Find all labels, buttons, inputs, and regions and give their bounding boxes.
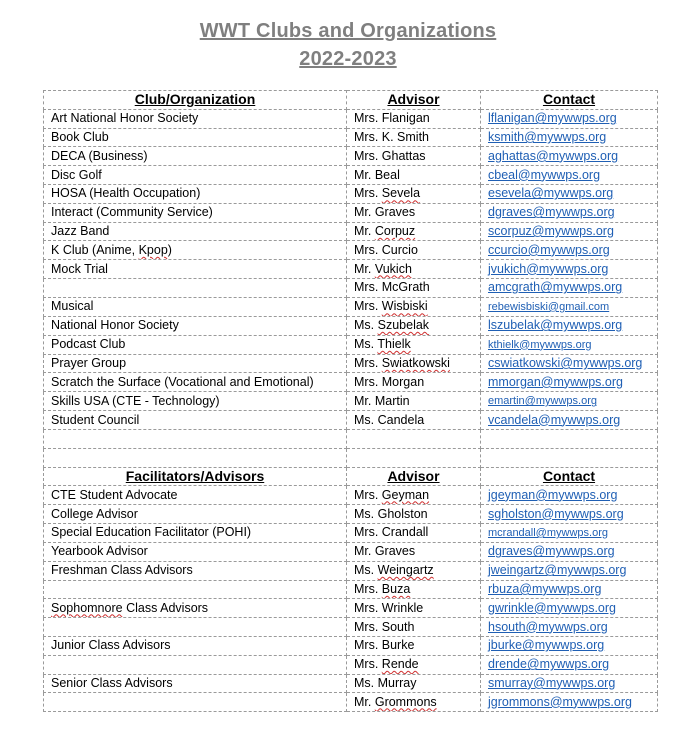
table-row: [44, 260, 658, 279]
contact-email-link: [481, 392, 658, 411]
advisor-cell-text: Mrs. Flanigan: [354, 111, 430, 126]
blank-cell: [347, 448, 481, 467]
contact-email-link: [481, 222, 658, 241]
spellcheck-word: Thielk: [377, 337, 411, 352]
header-organization-text: Facilitators/Advisors: [125, 467, 265, 484]
table-row: [44, 580, 658, 599]
spellcheck-word: Geyman: [381, 487, 430, 502]
contact-email-link: [481, 636, 658, 655]
table-row: [44, 241, 658, 260]
table-row: [44, 222, 658, 241]
contact-email-link: [481, 523, 658, 542]
advisor-cell-text: Mrs. Geyman: [354, 487, 430, 502]
contact-email-link: [481, 674, 658, 693]
table-row: [44, 674, 658, 693]
contact-email-link-text[interactable]: amcgrath@mywwps.org: [488, 280, 623, 295]
advisor-cell-text: Ms. Weingartz: [354, 563, 434, 578]
organization-cell: [44, 184, 347, 203]
spellcheck-word: Corpuz: [374, 223, 416, 238]
contact-email-link: [481, 618, 658, 637]
spellcheck-word: Sevela: [381, 186, 421, 201]
advisor-cell: [347, 523, 481, 542]
contact-email-link-text[interactable]: vcandela@mywwps.org: [488, 412, 621, 427]
advisor-cell: [347, 222, 481, 241]
contact-email-link-text[interactable]: scorpuz@mywwps.org: [488, 223, 614, 238]
organization-cell: [44, 316, 347, 335]
advisor-cell-text: Mrs. Ghattas: [354, 148, 426, 163]
advisor-cell-text: Ms. Szubelak: [354, 318, 430, 333]
blank-cell: [481, 429, 658, 448]
contact-email-link: [481, 335, 658, 354]
organization-cell: [44, 561, 347, 580]
organization-cell-text: Student Council: [51, 412, 140, 427]
table-row: [44, 354, 658, 373]
advisor-cell: [347, 542, 481, 561]
blank-cell: [44, 448, 347, 467]
advisor-cell: [347, 618, 481, 637]
organization-cell: [44, 241, 347, 260]
organization-cell-text: Musical: [51, 299, 94, 314]
organization-cell: [44, 109, 347, 128]
spellcheck-word: Swiatkowski: [381, 355, 450, 370]
advisor-cell-text: Mrs. Buza: [354, 581, 411, 596]
table-row: [44, 693, 658, 712]
organization-cell: [44, 599, 347, 618]
organization-cell-text: Mock Trial: [51, 261, 108, 276]
contact-email-link: [481, 542, 658, 561]
advisor-cell-text: Mrs. Burke: [354, 638, 415, 653]
header-contact: [481, 91, 658, 110]
header-contact-text: Contact: [542, 91, 596, 108]
organization-cell-text: Skills USA (CTE - Technology): [51, 393, 220, 408]
advisor-cell: [347, 580, 481, 599]
contact-email-link: [481, 599, 658, 618]
contact-email-link-text[interactable]: hsouth@mywwps.org: [488, 619, 608, 634]
contact-email-link: [481, 166, 658, 185]
contact-email-link-text[interactable]: rbuza@mywwps.org: [488, 581, 602, 596]
table-row: [44, 316, 658, 335]
advisor-cell-text: Mrs. Crandall: [354, 525, 429, 540]
table-row: [44, 373, 658, 392]
organization-cell: [44, 693, 347, 712]
organization-cell-text: Book Club: [51, 129, 109, 144]
contact-email-link: [481, 655, 658, 674]
clubs-table: [43, 90, 658, 712]
contact-email-link-text[interactable]: jvukich@mywwps.org: [488, 261, 609, 276]
contact-email-link: [481, 109, 658, 128]
organization-cell: [44, 128, 347, 147]
header-organization-text: Club/Organization: [134, 91, 256, 108]
advisor-cell: [347, 354, 481, 373]
advisor-cell-text: Mr. Graves: [354, 205, 416, 220]
contact-email-link-text[interactable]: lszubelak@mywwps.org: [488, 318, 623, 333]
contact-email-link-text[interactable]: emartin@mywwps.org: [488, 395, 597, 408]
advisor-cell-text: Mr. Beal: [354, 167, 400, 182]
advisor-cell: [347, 693, 481, 712]
header-organization: [44, 91, 347, 110]
advisor-cell: [347, 184, 481, 203]
advisor-cell: [347, 166, 481, 185]
contact-email-link: [481, 297, 658, 316]
organization-cell-text: College Advisor: [51, 506, 138, 521]
contact-email-link-text[interactable]: dgraves@mywwps.org: [488, 544, 615, 559]
contact-email-link-text[interactable]: dgraves@mywwps.org: [488, 205, 615, 220]
organization-cell: [44, 674, 347, 693]
advisor-cell-text: Mrs. Wisbiski: [354, 299, 428, 314]
header-advisor-text: Advisor: [387, 467, 440, 484]
advisor-cell: [347, 335, 481, 354]
organization-cell-text: HOSA (Health Occupation): [51, 186, 201, 201]
contact-email-link: [481, 486, 658, 505]
table-row: [44, 542, 658, 561]
contact-email-link: [481, 241, 658, 260]
table-header-row: [44, 91, 658, 110]
contact-email-link-text[interactable]: drende@mywwps.org: [488, 657, 610, 672]
organization-cell: [44, 580, 347, 599]
organization-cell-text: Sophomnore Class Advisors: [51, 600, 209, 615]
organization-cell: [44, 166, 347, 185]
contact-email-link-text[interactable]: kthielk@mywwps.org: [488, 338, 592, 351]
contact-email-link-text[interactable]: rebewisbiski@gmail.com: [488, 300, 610, 313]
table-row: [44, 505, 658, 524]
advisor-cell: [347, 260, 481, 279]
table-row: [44, 128, 658, 147]
organization-cell: [44, 411, 347, 430]
header-advisor: [347, 91, 481, 110]
organization-cell: [44, 335, 347, 354]
organization-cell: [44, 260, 347, 279]
organization-cell: [44, 354, 347, 373]
spellcheck-word: Buza: [381, 581, 411, 596]
advisor-cell-text: Ms. Thielk: [354, 337, 411, 352]
organization-cell: [44, 392, 347, 411]
table-row: [44, 655, 658, 674]
table-row: [44, 297, 658, 316]
advisor-cell-text: Mr. Corpuz: [354, 223, 416, 238]
organization-cell: [44, 373, 347, 392]
organization-cell-text: Disc Golf: [51, 167, 102, 182]
advisor-cell: [347, 147, 481, 166]
spellcheck-word: Sophomnore: [51, 600, 123, 615]
organization-cell-text: Special Education Facilitator (POHI): [51, 525, 252, 540]
header-contact-text: Contact: [542, 467, 596, 484]
page-title: WWT Clubs and Organizations: [199, 20, 497, 42]
contact-email-link: [481, 203, 658, 222]
advisor-cell-text: Ms. Gholston: [354, 506, 428, 521]
table-row: [44, 486, 658, 505]
spellcheck-word: Vukich: [374, 261, 412, 276]
advisor-cell: [347, 109, 481, 128]
header-advisor-text: Advisor: [387, 91, 440, 108]
advisor-cell: [347, 636, 481, 655]
contact-email-link: [481, 354, 658, 373]
contact-email-link: [481, 693, 658, 712]
table-row: [44, 166, 658, 185]
header-organization: [44, 467, 347, 486]
advisor-cell-text: Mrs. K. Smith: [354, 129, 430, 144]
contact-email-link: [481, 316, 658, 335]
advisor-cell: [347, 316, 481, 335]
advisor-cell-text: Mrs. Swiatkowski: [354, 355, 450, 370]
organization-cell-text: Art National Honor Society: [51, 111, 199, 126]
contact-email-link-text[interactable]: jweingartz@mywwps.org: [488, 563, 627, 578]
contact-email-link-text[interactable]: jburke@mywwps.org: [488, 638, 605, 653]
advisor-cell-text: Mrs. Curcio: [354, 242, 418, 257]
organization-cell: [44, 636, 347, 655]
advisor-cell: [347, 297, 481, 316]
advisor-cell-text: Mrs. Morgan: [354, 374, 425, 389]
table-row: [44, 561, 658, 580]
table-row: [44, 599, 658, 618]
blank-row: [44, 448, 658, 467]
contact-email-link: [481, 580, 658, 599]
contact-email-link: [481, 260, 658, 279]
advisor-cell: [347, 373, 481, 392]
contact-email-link-text[interactable]: lflanigan@mywwps.org: [488, 111, 617, 126]
advisor-cell-text: Mr. Vukich: [354, 261, 412, 276]
advisor-cell: [347, 392, 481, 411]
organization-cell-text: Yearbook Advisor: [51, 544, 148, 559]
table-header-row: [44, 467, 658, 486]
organization-cell: [44, 222, 347, 241]
organization-cell-text: Junior Class Advisors: [51, 638, 171, 653]
table-row: [44, 411, 658, 430]
contact-email-link-text[interactable]: aghattas@mywwps.org: [488, 148, 619, 163]
contact-email-link-text[interactable]: jgeyman@mywwps.org: [488, 487, 618, 502]
organization-cell: [44, 147, 347, 166]
contact-email-link-text[interactable]: cswiatkowski@mywwps.org: [488, 355, 643, 370]
advisor-cell-text: Ms. Murray: [354, 675, 417, 690]
contact-email-link: [481, 278, 658, 297]
contact-email-link-text[interactable]: gwrinkle@mywwps.org: [488, 600, 616, 615]
advisor-cell: [347, 278, 481, 297]
header-advisor: [347, 467, 481, 486]
table-row: [44, 109, 658, 128]
contact-email-link-text[interactable]: jgrommons@mywwps.org: [488, 694, 632, 709]
advisor-cell: [347, 203, 481, 222]
organization-cell-text: Senior Class Advisors: [51, 675, 173, 690]
advisor-cell: [347, 128, 481, 147]
organization-cell: [44, 505, 347, 524]
contact-email-link: [481, 561, 658, 580]
advisor-cell: [347, 561, 481, 580]
organization-cell: [44, 655, 347, 674]
organization-cell: [44, 278, 347, 297]
contact-email-link-text[interactable]: mcrandall@mywwps.org: [488, 526, 608, 539]
table-row: [44, 335, 658, 354]
organization-cell: [44, 297, 347, 316]
contact-email-link: [481, 147, 658, 166]
organization-cell-text: CTE Student Advocate: [51, 487, 178, 502]
contact-email-link-text[interactable]: ccurcio@mywwps.org: [488, 242, 610, 257]
organization-cell: [44, 542, 347, 561]
organization-cell-text: Prayer Group: [51, 355, 127, 370]
organization-cell-text: Scratch the Surface (Vocational and Emotional): [51, 374, 314, 389]
organization-cell-text: DECA (Business): [51, 148, 148, 163]
organization-cell-text: National Honor Society: [51, 318, 179, 333]
organization-cell: [44, 203, 347, 222]
organization-cell: [44, 486, 347, 505]
header-contact: [481, 467, 658, 486]
table-row: [44, 203, 658, 222]
advisor-cell-text: Mr. Grommons: [354, 694, 437, 709]
spellcheck-word: Weingartz: [377, 563, 434, 578]
blank-cell: [44, 429, 347, 448]
advisor-cell: [347, 241, 481, 260]
contact-email-link-text[interactable]: smurray@mywwps.org: [488, 675, 616, 690]
table-row: [44, 523, 658, 542]
table-row: [44, 636, 658, 655]
organization-cell-text: K Club (Anime, Kpop): [51, 242, 172, 257]
blank-row: [44, 429, 658, 448]
blank-cell: [347, 429, 481, 448]
advisor-cell-text: Ms. Candela: [354, 412, 425, 427]
contact-email-link-text[interactable]: esevela@mywwps.org: [488, 186, 614, 201]
page-year: 2022-2023: [299, 48, 397, 70]
advisor-cell-text: Mrs. Rende: [354, 657, 419, 672]
table-row: [44, 278, 658, 297]
organization-cell-text: Interact (Community Service): [51, 205, 213, 220]
contact-email-link: [481, 411, 658, 430]
advisor-cell-text: Mr. Graves: [354, 544, 416, 559]
spellcheck-word: Kpop: [138, 242, 168, 257]
table-row: [44, 184, 658, 203]
spellcheck-word: Grommons: [374, 694, 437, 709]
advisor-cell-text: Mrs. South: [354, 619, 415, 634]
contact-email-link-text[interactable]: sgholston@mywwps.org: [488, 506, 624, 521]
contact-email-link: [481, 373, 658, 392]
advisor-cell: [347, 486, 481, 505]
contact-email-link: [481, 128, 658, 147]
advisor-cell-text: Mrs. McGrath: [354, 280, 430, 295]
spellcheck-word: Wisbiski: [381, 299, 428, 314]
organization-cell-text: Freshman Class Advisors: [51, 563, 193, 578]
advisor-cell: [347, 655, 481, 674]
contact-email-link: [481, 505, 658, 524]
contact-email-link-text[interactable]: mmorgan@mywwps.org: [488, 374, 623, 389]
organization-cell: [44, 618, 347, 637]
contact-email-link-text[interactable]: cbeal@mywwps.org: [488, 167, 601, 182]
advisor-cell: [347, 599, 481, 618]
advisor-cell-text: Mrs. Wrinkle: [354, 600, 424, 615]
organization-cell-text: Podcast Club: [51, 337, 126, 352]
spellcheck-word: Szubelak: [377, 318, 430, 333]
table-row: [44, 392, 658, 411]
advisor-cell: [347, 674, 481, 693]
table-row: [44, 618, 658, 637]
advisor-cell-text: Mr. Martin: [354, 393, 410, 408]
table-row: [44, 147, 658, 166]
advisor-cell-text: Mrs. Sevela: [354, 186, 421, 201]
organization-cell: [44, 523, 347, 542]
advisor-cell: [347, 411, 481, 430]
advisor-cell: [347, 505, 481, 524]
contact-email-link-text[interactable]: ksmith@mywwps.org: [488, 129, 607, 144]
blank-cell: [481, 448, 658, 467]
spellcheck-word: Rende: [381, 657, 419, 672]
contact-email-link: [481, 184, 658, 203]
organization-cell-text: Jazz Band: [51, 223, 110, 238]
